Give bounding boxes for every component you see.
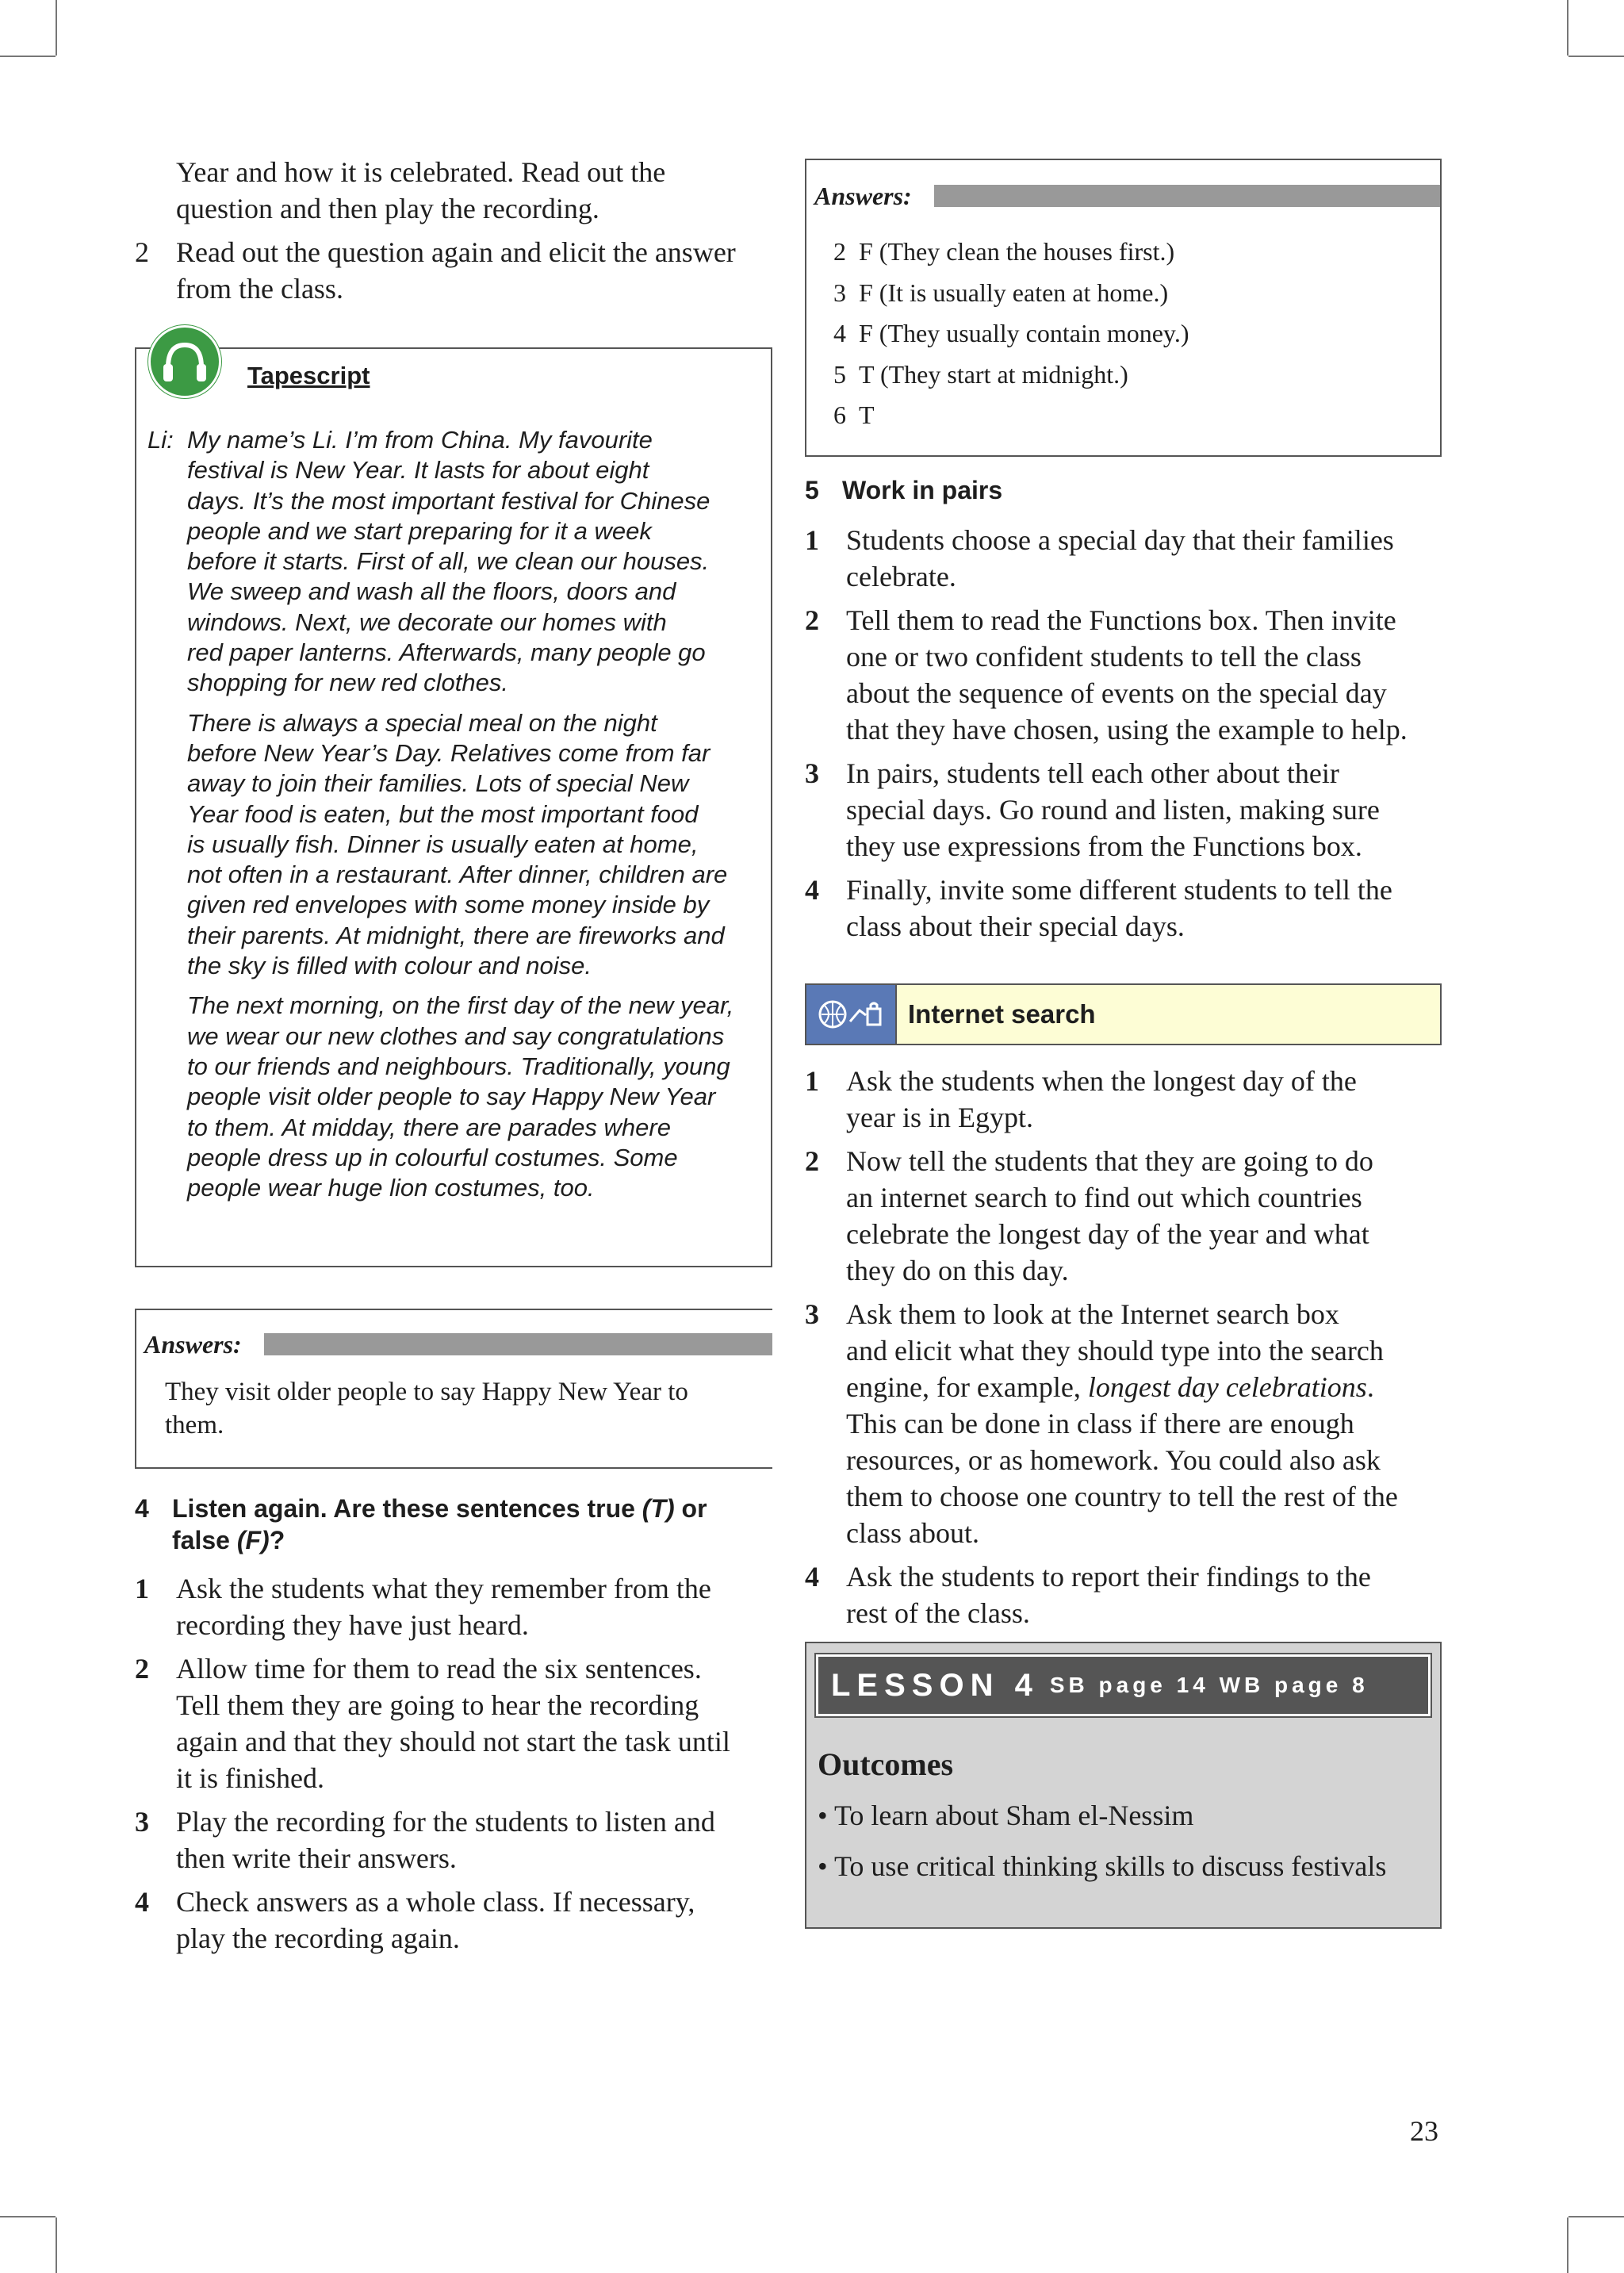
- text-line: Year food is eaten, but the most important food: [187, 799, 699, 828]
- text-line: to our friends and neighbours. Traditionally, young: [187, 1052, 730, 1080]
- heading-line: [172, 1493, 771, 1524]
- answer-text: F (They usually contain money.): [859, 319, 1189, 347]
- text-line: before it starts. First of all, we clean our houses.: [187, 547, 710, 576]
- text-line: them.: [165, 1411, 224, 1439]
- step-item: [805, 1063, 1441, 1136]
- text-line: from the class.: [176, 273, 343, 305]
- step-item: [805, 602, 1441, 748]
- text-line: [846, 1369, 1441, 1405]
- crop-mark: [56, 2217, 57, 2273]
- text-line: play the recording again.: [176, 1922, 460, 1954]
- internet-search-icon: [806, 985, 897, 1044]
- section-heading: [805, 474, 1441, 506]
- tapescript-title: Tapescript: [247, 362, 370, 389]
- answer-text: [136, 1375, 772, 1442]
- text-line: they use expressions from the Functions box.: [846, 830, 1362, 862]
- step-number: 3: [135, 1806, 149, 1838]
- heading-text: false: [172, 1526, 237, 1554]
- text-line: Check answers as a whole class. If necessary,: [176, 1886, 695, 1918]
- heading-true: (T): [642, 1494, 675, 1523]
- text-line: Tell them they are going to hear the recording: [176, 1689, 699, 1721]
- step-number: 1: [135, 1573, 149, 1604]
- search-term: longest day celebrations: [1087, 1371, 1367, 1403]
- text-line: is usually fish. Dinner is usually eaten at home,: [187, 830, 699, 858]
- text-line: Ask the students to report their findings to the: [846, 1561, 1371, 1593]
- step-number: 3: [805, 757, 819, 789]
- text-line: not often in a restaurant. After dinner, children are: [187, 861, 728, 889]
- text-line: We sweep and wash all the floors, doors and: [187, 577, 676, 606]
- text-line: celebrate the longest day of the year and what: [846, 1218, 1369, 1250]
- heading-text: Work in pairs: [842, 476, 1003, 504]
- outcome-item: • To learn about Sham el-Nessim: [818, 1800, 1194, 1831]
- text-line: people dress up in colourful costumes. Some: [187, 1143, 678, 1171]
- text-line: year is in Egypt.: [846, 1102, 1033, 1133]
- crop-mark: [0, 2216, 56, 2217]
- text-line: they do on this day.: [846, 1255, 1069, 1286]
- text-line: My name’s Li. I’m from China. My favourite: [187, 426, 653, 454]
- answer-text: F (They clean the houses first.): [859, 237, 1175, 266]
- text-line: Ask the students what they remember from the: [176, 1573, 711, 1604]
- text-line: days. It’s the most important festival for Chinese: [187, 486, 710, 515]
- text-line: Now tell the students that they are going to do: [846, 1145, 1373, 1177]
- text-line: There is always a special meal on the night: [187, 708, 657, 737]
- text-line: Allow time for them to read the six sentences.: [176, 1653, 702, 1685]
- crop-mark: [1568, 56, 1624, 57]
- text-line: Tell them to read the Functions box. Then invite: [846, 604, 1396, 636]
- step-item: [135, 1650, 771, 1796]
- text-line: recording they have just heard.: [176, 1609, 529, 1641]
- text-line: The next morning, on the first day of the new year,: [187, 991, 734, 1020]
- step-item: [135, 1884, 771, 1957]
- answer-item: [833, 273, 1440, 314]
- text-line: their parents. At midnight, there are fireworks and: [187, 921, 725, 949]
- heading-line: [172, 1524, 771, 1556]
- answer-number: 6: [833, 401, 846, 429]
- text-line: rest of the class.: [846, 1597, 1030, 1629]
- answers-header: [806, 176, 1440, 216]
- text-line: given red envelopes with some money inside by: [187, 891, 710, 919]
- tapescript-paragraph: [136, 425, 755, 699]
- section-number: 5: [805, 476, 819, 504]
- heading-text: ?: [269, 1526, 285, 1554]
- step-item: [805, 1558, 1441, 1631]
- answers-label: Answers:: [814, 181, 912, 210]
- section-heading: [135, 1493, 771, 1556]
- text-line: them to choose one country to tell the rest of the: [846, 1481, 1398, 1512]
- section-5: [805, 474, 1441, 952]
- crop-mark: [0, 56, 56, 57]
- crop-mark: [1567, 0, 1568, 56]
- text-line: They visit older people to say Happy New Year to: [165, 1378, 688, 1406]
- answer-text: F (It is usually eaten at home.): [859, 278, 1169, 307]
- text-line: Finally, invite some different students to tell the: [846, 874, 1392, 906]
- step-number: 3: [805, 1298, 819, 1330]
- section-number: 4: [135, 1494, 149, 1523]
- answer-item: [833, 355, 1440, 396]
- crop-mark: [56, 0, 57, 56]
- text-line: question and then play the recording.: [176, 193, 599, 224]
- page-number: 23: [1410, 2115, 1438, 2147]
- answer-list: [806, 232, 1440, 436]
- step-item: [805, 872, 1441, 945]
- text-line: This can be done in class if there are enough: [846, 1408, 1354, 1439]
- text-line: class about their special days.: [846, 910, 1185, 942]
- section-4: [135, 1493, 771, 1964]
- text-line: red paper lanterns. Afterwards, many people go: [187, 638, 706, 667]
- step-number: 1: [805, 1065, 819, 1097]
- text-line: Read out the question again and elicit the answer: [176, 236, 736, 268]
- text-line: festival is New Year. It lasts for about eight: [187, 456, 649, 485]
- text-line: special days. Go round and listen, making sure: [846, 794, 1380, 826]
- text-line: people visit older people to say Happy New Year: [187, 1083, 716, 1111]
- outcome-item: • To use critical thinking skills to discuss festivals: [818, 1850, 1387, 1882]
- text-line: and elicit what they should type into the search: [846, 1335, 1384, 1366]
- answer-text: T (They start at midnight.): [859, 359, 1128, 389]
- speaker-label: Li:: [147, 426, 174, 454]
- lesson-title: LESSON 4: [831, 1667, 1039, 1703]
- tapescript-paragraph: [136, 991, 755, 1203]
- crop-mark: [1568, 2216, 1624, 2217]
- answers-box: [805, 159, 1442, 457]
- step-item: [135, 1570, 771, 1643]
- step-item: [135, 1803, 771, 1876]
- heading-text: or: [674, 1494, 707, 1523]
- step-item: [805, 522, 1441, 595]
- tapescript-paragraph: [136, 708, 755, 982]
- left-top-text: [135, 154, 771, 314]
- outcomes-heading: Outcomes: [818, 1746, 954, 1782]
- text-line: shopping for new red clothes.: [187, 669, 508, 697]
- step-number: 2: [805, 604, 819, 636]
- answers-label: Answers:: [144, 1329, 242, 1359]
- step-number: 4: [805, 1561, 819, 1593]
- step-number: 1: [805, 524, 819, 556]
- text-line: that they have chosen, using the example to help.: [846, 714, 1408, 746]
- text-line: Students choose a special day that their families: [846, 524, 1394, 556]
- internet-steps: [805, 1063, 1441, 1639]
- step-number: 2: [135, 1653, 149, 1685]
- text-line: Year and how it is celebrated. Read out the: [176, 156, 666, 188]
- answer-number: 3: [833, 278, 846, 307]
- answer-number: 5: [833, 359, 846, 389]
- text-line: before New Year’s Day. Relatives come from far: [187, 738, 710, 767]
- tapescript-box: [135, 347, 772, 1267]
- text-line: one or two confident students to tell the class: [846, 641, 1362, 673]
- answers-bar: [934, 185, 1440, 207]
- text-span: .: [1366, 1371, 1374, 1403]
- answer-item: [833, 313, 1440, 355]
- text-line: the sky is filled with colour and noise.: [187, 952, 592, 980]
- answers-bar: [264, 1333, 772, 1355]
- answer-text: T: [859, 401, 875, 429]
- text-line: people wear huge lion costumes, too.: [187, 1174, 595, 1202]
- text-span: engine, for example,: [846, 1371, 1088, 1403]
- text-line: Play the recording for the students to listen and: [176, 1806, 715, 1838]
- answer-item: [833, 232, 1440, 273]
- heading-text: Listen again. Are these sentences true: [172, 1494, 642, 1523]
- text-line: In pairs, students tell each other about their: [846, 757, 1339, 789]
- step-number: 2: [135, 236, 149, 268]
- step-item: [135, 234, 771, 307]
- text-line: class about.: [846, 1517, 979, 1549]
- heading-false: (F): [236, 1526, 270, 1554]
- text-line: it is finished.: [176, 1762, 324, 1794]
- intro-paragraph: [135, 154, 771, 227]
- text-line: again and that they should not start the task until: [176, 1726, 730, 1757]
- answer-number: 2: [833, 237, 846, 266]
- text-line: an internet search to find out which countries: [846, 1182, 1362, 1213]
- text-line: we wear our new clothes and say congratulations: [187, 1022, 725, 1050]
- text-line: Ask the students when the longest day of the: [846, 1065, 1357, 1097]
- step-number: 4: [135, 1886, 149, 1918]
- text-line: resources, or as homework. You could also ask: [846, 1444, 1381, 1476]
- step-item: [805, 1296, 1441, 1551]
- internet-search-title: Internet search: [908, 999, 1096, 1029]
- text-line: then write their answers.: [176, 1842, 457, 1874]
- text-line: people and we start preparing for it a week: [187, 516, 652, 545]
- text-line: about the sequence of events on the special day: [846, 677, 1387, 709]
- lesson-banner: [816, 1654, 1431, 1716]
- internet-search-banner: [805, 983, 1442, 1045]
- step-item: [805, 755, 1441, 864]
- step-number: 4: [805, 874, 819, 906]
- text-line: windows. Next, we decorate our homes with: [187, 608, 667, 636]
- text-line: to them. At midday, there are parades where: [187, 1113, 671, 1141]
- step-item: [805, 1143, 1441, 1289]
- lesson-box: [805, 1642, 1442, 1929]
- headphones-icon: [148, 325, 221, 398]
- answer-item: [833, 395, 1440, 436]
- text-line: celebrate.: [846, 561, 956, 592]
- lesson-pages: SB page 14 WB page 8: [1049, 1673, 1369, 1697]
- crop-mark: [1567, 2217, 1568, 2273]
- tapescript-text: [136, 425, 755, 1213]
- answers-header: [136, 1324, 772, 1364]
- text-line: away to join their families. Lots of special New: [187, 769, 689, 798]
- step-number: 2: [805, 1145, 819, 1177]
- text-line: Ask them to look at the Internet search box: [846, 1298, 1339, 1330]
- answers-box: [135, 1309, 772, 1469]
- answer-number: 4: [833, 319, 846, 347]
